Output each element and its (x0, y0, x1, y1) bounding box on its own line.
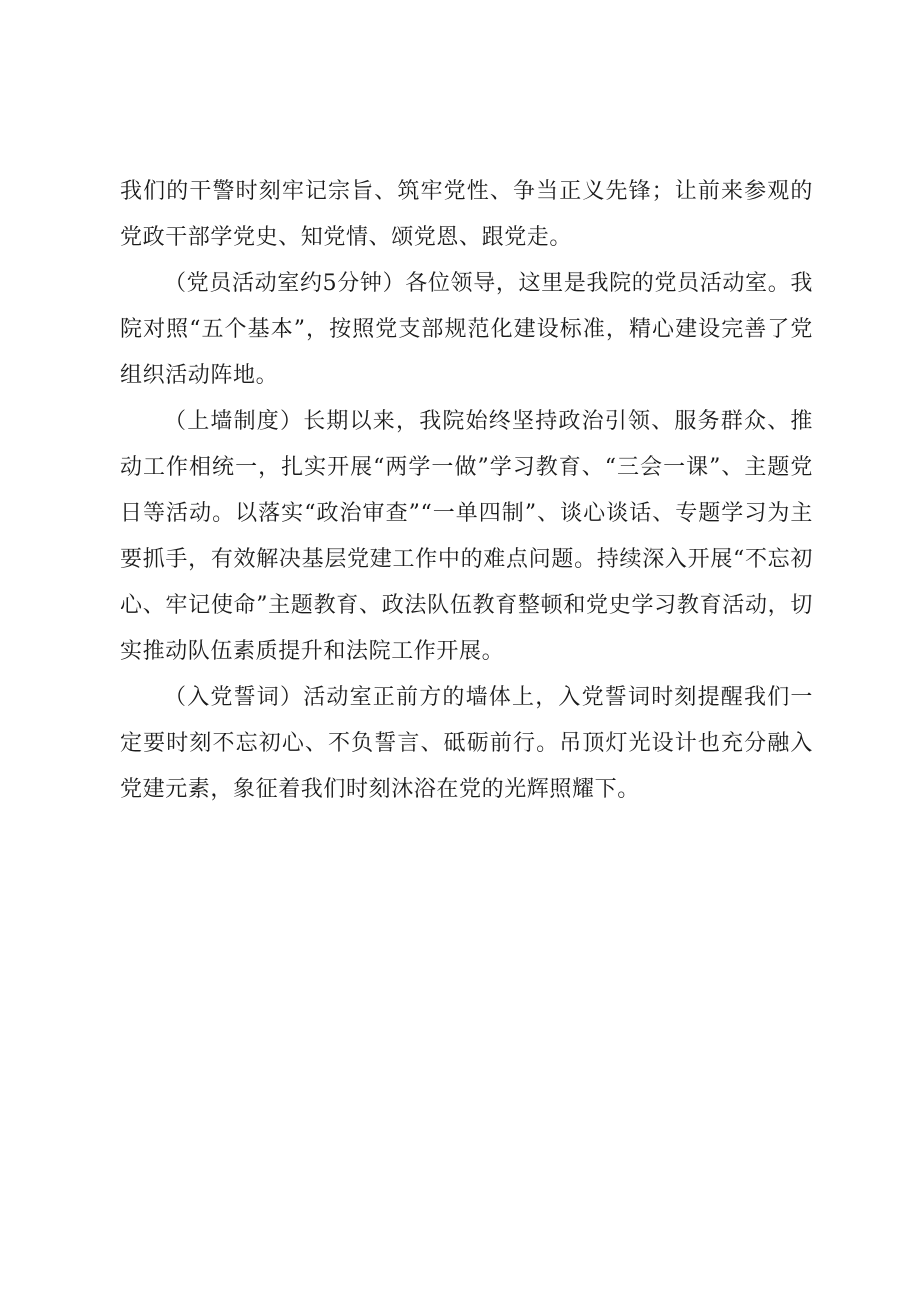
paragraph-4: （入党誓词）活动室正前方的墙体上，入党誓词时刻提醒我们一定要时刻不忘初心、不负誓言、砥砺前行。吊顶灯光设计也充分融入党建元素，象征着我们时刻沐浴在党的光辉照耀下。 (120, 685, 813, 802)
paragraph-2: （党员活动室约5分钟）各位领导，这里是我院的党员活动室。我院对照“五个基本”，按照党支部规范化建设标准，精心建设完善了党组织活动阵地。 (120, 271, 813, 388)
document-body (120, 169, 813, 813)
paragraph-3: （上墙制度）长期以来，我院始终坚持政治引领、服务群众、推动工作相统一，扎实开展“两学一做”学习教育、“三会一课”、主题党日等活动。以落实“政治审查”“一单四制”、谈心谈话、专题学习为主要抓手，有效解决基层党建工作中的难点问题。持续深入开展“不忘初心、牢记使命”主题教育、政法队伍教育整顿和党史学习教育活动，切实推动队伍素质提升和法院工作开展。 (120, 409, 813, 664)
paragraph-1: 我们的干警时刻牢记宗旨、筑牢党性、争当正义先锋；让前来参观的党政干部学党史、知党情、颂党恩、跟党走。 (120, 179, 813, 250)
